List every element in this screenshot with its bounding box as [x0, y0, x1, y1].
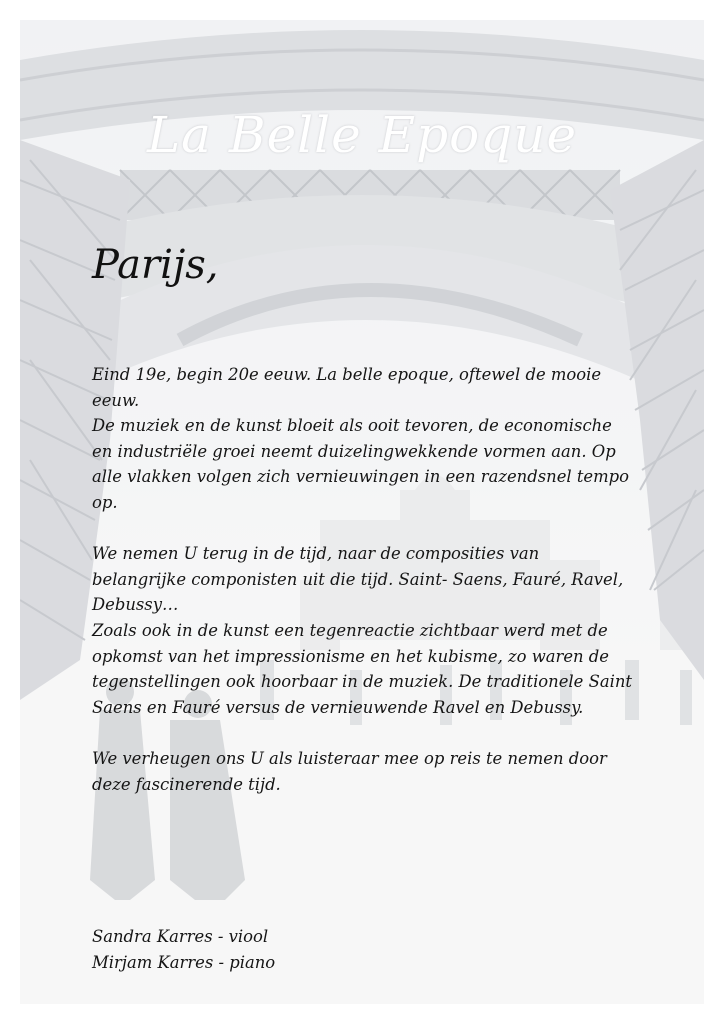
- performer-piano: Mirjam Karres - piano: [92, 952, 276, 972]
- paragraph-invitation: We verheugen ons U als luisteraar mee op reis te nemen door deze fascinerende tijd.: [92, 748, 607, 794]
- paragraph-composers: We nemen U terug in de tijd, naar de composities van belangrijke componisten uit die tijd. Saint- Saens, Fauré, Ravel, Debussy… Zoals ook in de kunst een tegenreactie zichtbaar werd met de opkomst van het impressionisme en het kubisme, zo waren de tegenstellingen ook hoorbaar in de muziek. De traditionele Saint Saens en Fauré versus de vernieuwende Ravel en Debussy.: [92, 544, 632, 717]
- poster-title: La Belle Epoque: [146, 106, 578, 164]
- body-text: [92, 362, 632, 823]
- poster-sheet: [20, 20, 704, 1004]
- section-heading: Parijs,: [92, 242, 219, 288]
- performers-list: [92, 924, 275, 975]
- paragraph-intro: Eind 19e, begin 20e eeuw. La belle epoque, oftewel de mooie eeuw. De muziek en de kunst bloeit als ooit tevoren, de economische en industriële groei neemt duizelingwekkende vormen aan. Op alle vlakken volgen zich vernieuwingen in een razendsnel tempo op.: [92, 365, 630, 512]
- performer-violin: Sandra Karres - viool: [92, 927, 269, 946]
